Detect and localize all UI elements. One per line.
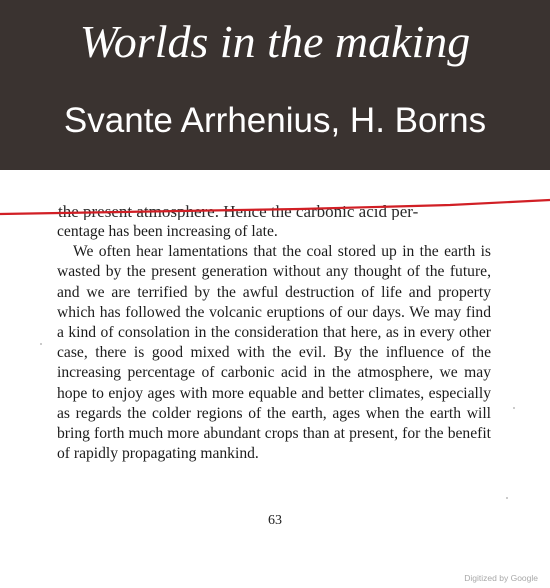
scan-speck xyxy=(513,407,515,409)
red-annotation-line xyxy=(0,0,550,230)
cropped-line-text: the present atmosphere. Hence the carbonic acid per- xyxy=(58,202,419,220)
digitized-by-google: Digitized by Google xyxy=(464,573,538,583)
book-authors: Svante Arrhenius, H. Borns xyxy=(63,101,487,140)
page-body xyxy=(57,222,491,464)
paragraph: We often hear lamentations that the coal stored up in the earth is wasted by the present generation without any thought of the future, and we are terrified by the awful destruction of life and property which has followed the volcanic eruptions of our days. We may find a kind of consolation in the consideration that here, as in every other case, there is good mixed with the evil. By the influence of the increasing percentage of carbonic acid in the atmosphere, we may hope to enjoy ages with more equable and better climates, especially as regards the colder regions of the earth, ages when the earth will bring forth much more abundant crops than at present, for the benefit of rapidly propagating mankind. xyxy=(57,243,491,463)
paragraph-continuation: centage has been increasing of late. xyxy=(57,223,278,240)
scan-speck xyxy=(40,343,42,345)
red-line-stroke xyxy=(0,200,550,214)
book-title: Worlds in the making xyxy=(79,16,471,67)
page-number: 63 xyxy=(268,513,282,528)
scan-speck xyxy=(506,497,508,499)
